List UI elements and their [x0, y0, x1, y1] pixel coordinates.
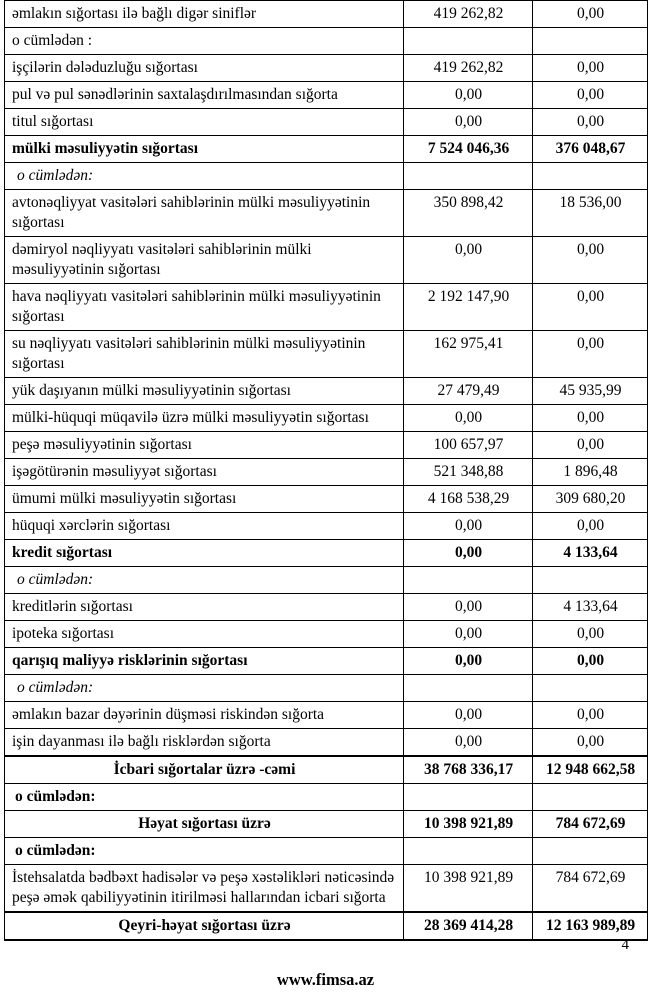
value2-cell: 0,00 — [533, 702, 648, 729]
table-row — [5, 567, 648, 594]
category-cell: hüquqi xərclərin sığortası — [5, 513, 404, 540]
value1-cell: 0,00 — [404, 237, 533, 284]
value1-cell: 10 398 921,89 — [404, 811, 533, 838]
table-row — [5, 28, 648, 55]
category-cell: İcbari sığortalar üzrə -cəmi — [5, 756, 404, 784]
value1-cell: 162 975,41 — [404, 331, 533, 378]
value1-cell: 100 657,97 — [404, 432, 533, 459]
value2-cell — [533, 838, 648, 865]
category-cell: kreditlərin sığortası — [5, 594, 404, 621]
value2-cell: 4 133,64 — [533, 594, 648, 621]
category-cell: Qeyri-həyat sığortası üzrə — [5, 912, 404, 940]
category-cell: pul və pul sənədlərinin saxtalaşdırılmasından sığorta — [5, 82, 404, 109]
table-row — [5, 729, 648, 757]
table-row — [5, 190, 648, 237]
value2-cell: 0,00 — [533, 331, 648, 378]
table-row — [5, 55, 648, 82]
page-number: 4 — [621, 937, 629, 953]
value1-cell: 38 768 336,17 — [404, 756, 533, 784]
value1-cell: 419 262,82 — [404, 1, 533, 28]
value2-cell: 0,00 — [533, 284, 648, 331]
table-row — [5, 1, 648, 28]
category-cell: avtonəqliyyat vasitələri sahiblərinin mülki məsuliyyətinin sığortası — [5, 190, 404, 237]
value1-cell: 0,00 — [404, 109, 533, 136]
value1-cell: 419 262,82 — [404, 55, 533, 82]
value2-cell: 0,00 — [533, 109, 648, 136]
value1-cell: 0,00 — [404, 82, 533, 109]
table-row — [5, 702, 648, 729]
table-row — [5, 621, 648, 648]
value1-cell: 0,00 — [404, 540, 533, 567]
value1-cell: 0,00 — [404, 621, 533, 648]
table-row — [5, 784, 648, 811]
value2-cell — [533, 567, 648, 594]
value2-cell: 784 672,69 — [533, 811, 648, 838]
category-cell: o cümlədən : — [5, 28, 404, 55]
table-row — [5, 284, 648, 331]
value2-cell: 18 536,00 — [533, 190, 648, 237]
value2-cell: 0,00 — [533, 237, 648, 284]
table-row — [5, 540, 648, 567]
category-cell: hava nəqliyyatı vasitələri sahiblərinin mülki məsuliyyətinin sığortası — [5, 284, 404, 331]
value1-cell — [404, 838, 533, 865]
value1-cell: 10 398 921,89 — [404, 865, 533, 913]
value1-cell — [404, 28, 533, 55]
value1-cell: 7 524 046,36 — [404, 136, 533, 163]
value1-cell — [404, 675, 533, 702]
category-cell: kredit sığortası — [5, 540, 404, 567]
value1-cell: 0,00 — [404, 594, 533, 621]
category-cell: peşə məsuliyyətinin sığortası — [5, 432, 404, 459]
value1-cell: 0,00 — [404, 513, 533, 540]
value1-cell: 0,00 — [404, 648, 533, 675]
value2-cell — [533, 784, 648, 811]
table-row — [5, 811, 648, 838]
category-cell: o cümlədən: — [5, 163, 404, 190]
value1-cell: 0,00 — [404, 702, 533, 729]
value1-cell: 28 369 414,28 — [404, 912, 533, 940]
insurance-report-table-body — [5, 1, 648, 941]
value1-cell — [404, 567, 533, 594]
value1-cell: 521 348,88 — [404, 459, 533, 486]
category-cell: o cümlədən: — [5, 838, 404, 865]
category-cell: mülki məsuliyyətin sığortası — [5, 136, 404, 163]
value2-cell: 45 935,99 — [533, 378, 648, 405]
table-row — [5, 912, 648, 940]
category-cell: İstehsalatda bədbəxt hadisələr və peşə xəstəlikləri nəticəsində peşə əmək qabiliyyətinin itirilməsi hallarından icbari sığorta — [5, 865, 404, 913]
table-row — [5, 513, 648, 540]
value2-cell — [533, 675, 648, 702]
category-cell: işçilərin dələduzluğu sığortası — [5, 55, 404, 82]
table-row — [5, 136, 648, 163]
value1-cell: 27 479,49 — [404, 378, 533, 405]
value2-cell: 12 163 989,89 — [533, 912, 648, 940]
value2-cell: 784 672,69 — [533, 865, 648, 913]
value2-cell: 0,00 — [533, 1, 648, 28]
value2-cell: 4 133,64 — [533, 540, 648, 567]
value2-cell — [533, 163, 648, 190]
table-row — [5, 163, 648, 190]
category-cell: o cümlədən: — [5, 675, 404, 702]
value2-cell: 0,00 — [533, 55, 648, 82]
category-cell: o cümlədən: — [5, 784, 404, 811]
table-row — [5, 109, 648, 136]
category-cell: qarışıq maliyyə risklərinin sığortası — [5, 648, 404, 675]
value1-cell: 2 192 147,90 — [404, 284, 533, 331]
value2-cell: 0,00 — [533, 648, 648, 675]
value1-cell: 0,00 — [404, 405, 533, 432]
value1-cell: 0,00 — [404, 729, 533, 757]
category-cell: yük daşıyanın mülki məsuliyyətinin sığortası — [5, 378, 404, 405]
category-cell: o cümlədən: — [5, 567, 404, 594]
value2-cell: 0,00 — [533, 621, 648, 648]
value1-cell: 350 898,42 — [404, 190, 533, 237]
value1-cell — [404, 163, 533, 190]
value2-cell: 12 948 662,58 — [533, 756, 648, 784]
table-row — [5, 378, 648, 405]
category-cell: Həyat sığortası üzrə — [5, 811, 404, 838]
value2-cell: 0,00 — [533, 405, 648, 432]
category-cell: ümumi mülki məsuliyyətin sığortası — [5, 486, 404, 513]
value1-cell — [404, 784, 533, 811]
category-cell: əmlakın bazar dəyərinin düşməsi riskindən sığorta — [5, 702, 404, 729]
table-row — [5, 865, 648, 913]
table-row — [5, 459, 648, 486]
table-row — [5, 432, 648, 459]
table-row — [5, 405, 648, 432]
table-row — [5, 675, 648, 702]
table-row — [5, 331, 648, 378]
value2-cell: 0,00 — [533, 432, 648, 459]
category-cell: işin dayanması ilə bağlı risklərdən sığorta — [5, 729, 404, 757]
table-row — [5, 756, 648, 784]
value2-cell: 376 048,67 — [533, 136, 648, 163]
table-row — [5, 648, 648, 675]
category-cell: işəgötürənin məsuliyyət sığortası — [5, 459, 404, 486]
value2-cell: 0,00 — [533, 82, 648, 109]
value2-cell: 0,00 — [533, 729, 648, 757]
value2-cell: 0,00 — [533, 513, 648, 540]
table-row — [5, 486, 648, 513]
website-footer-text: www.fimsa.az — [276, 970, 375, 989]
category-cell: mülki-hüquqi müqavilə üzrə mülki məsuliyyətin sığortası — [5, 405, 404, 432]
category-cell: titul sığortası — [5, 109, 404, 136]
value2-cell: 1 896,48 — [533, 459, 648, 486]
category-cell: ipoteka sığortası — [5, 621, 404, 648]
value2-cell: 309 680,20 — [533, 486, 648, 513]
category-cell: su nəqliyyatı vasitələri sahiblərinin mülki məsuliyyətinin sığortası — [5, 331, 404, 378]
table-row — [5, 594, 648, 621]
table-row — [5, 82, 648, 109]
category-cell: dəmiryol nəqliyyatı vasitələri sahiblərinin mülki məsuliyyətinin sığortası — [5, 237, 404, 284]
table-row — [5, 237, 648, 284]
value1-cell: 4 168 538,29 — [404, 486, 533, 513]
table-row — [5, 838, 648, 865]
insurance-report-table — [4, 0, 648, 941]
category-cell: əmlakın sığortası ilə bağlı digər siniflər — [5, 1, 404, 28]
value2-cell — [533, 28, 648, 55]
